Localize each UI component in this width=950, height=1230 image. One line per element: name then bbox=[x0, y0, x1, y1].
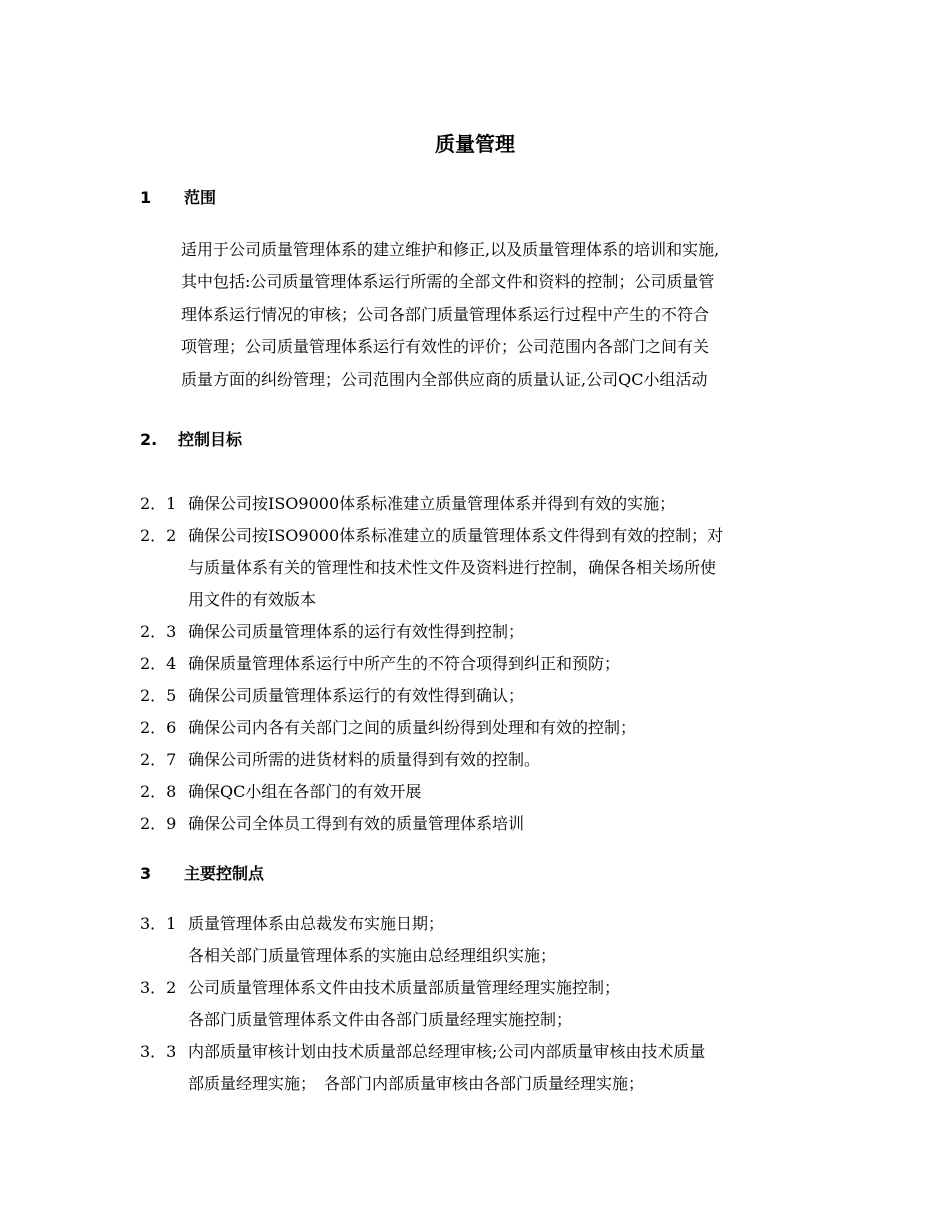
section-1-heading bbox=[140, 185, 216, 211]
item-number: 2．4 bbox=[140, 654, 177, 673]
section-2-number: 2. bbox=[140, 430, 158, 449]
list-item bbox=[140, 776, 421, 808]
item-text: 公司质量管理体系文件由技术质量部质量管理经理实施控制； bbox=[188, 978, 621, 997]
item-number: 3．3 bbox=[140, 1042, 177, 1061]
item-continuation: 部质量经理实施； 各部门内部质量审核由各部门质量经理实施； bbox=[188, 1074, 645, 1093]
document-title: 质量管理 bbox=[435, 132, 515, 156]
item-number: 2．8 bbox=[140, 782, 177, 801]
item-continuation: 各相关部门质量管理体系的实施由总经理组织实施； bbox=[188, 946, 557, 965]
item-text: 确保公司所需的进货材料的质量得到有效的控制。 bbox=[188, 750, 541, 769]
list-item bbox=[140, 712, 636, 744]
list-item bbox=[140, 908, 444, 940]
item-text: 质量管理体系由总裁发布实施日期； bbox=[188, 914, 445, 933]
item-text: 确保公司内各有关部门之间的质量纠纷得到处理和有效的控制； bbox=[188, 718, 637, 737]
item-number: 2．5 bbox=[140, 686, 177, 705]
section-3-title: 主要控制点 bbox=[184, 864, 265, 883]
item-continuation: 各部门质量管理体系文件由各部门质量经理实施控制； bbox=[188, 1010, 573, 1029]
list-item bbox=[140, 520, 723, 552]
section-1-number: 1 bbox=[140, 188, 152, 207]
scope-line: 理体系运行情况的审核；公司各部门质量管理体系运行过程中产生的不符合 bbox=[181, 304, 710, 324]
item-number: 2．7 bbox=[140, 750, 177, 769]
section-3-number: 3 bbox=[140, 864, 152, 883]
scope-line: 其中包括:公司质量管理体系运行所需的全部文件和资料的控制；公司质量管 bbox=[181, 272, 715, 292]
list-item bbox=[140, 972, 620, 1004]
section-3-heading bbox=[140, 861, 264, 887]
item-number: 2．1 bbox=[140, 494, 177, 513]
item-continuation: 与质量体系有关的管理性和技术性文件及资料进行控制，确保各相关场所使 bbox=[188, 558, 717, 577]
item-text: 确保公司质量管理体系运行的有效性得到确认； bbox=[188, 686, 525, 705]
item-number: 2．6 bbox=[140, 718, 177, 737]
item-text: 确保质量管理体系运行中所产生的不符合项得到纠正和预防； bbox=[188, 654, 621, 673]
scope-line: 质量方面的纠纷管理；公司范围内全部供应商的质量认证,公司QC小组活动 bbox=[181, 369, 708, 389]
item-text: 确保公司按ISO9000体系标准建立的质量管理体系文件得到有效的控制；对 bbox=[188, 526, 724, 545]
item-number: 2．2 bbox=[140, 526, 177, 545]
item-text: 确保公司全体员工得到有效的质量管理体系培训 bbox=[188, 814, 525, 833]
list-item bbox=[140, 616, 524, 648]
item-continuation: 用文件的有效版本 bbox=[188, 590, 317, 609]
section-2-title: 控制目标 bbox=[178, 430, 243, 449]
item-text: 确保公司按ISO9000体系标准建立质量管理体系并得到有效的实施； bbox=[188, 494, 676, 513]
list-item bbox=[140, 1036, 705, 1068]
item-number: 2．3 bbox=[140, 622, 177, 641]
scope-line: 适用于公司质量管理体系的建立维护和修正,以及质量管理体系的培训和实施, bbox=[181, 240, 720, 259]
section-1-title: 范围 bbox=[184, 188, 217, 207]
list-item bbox=[140, 744, 540, 776]
item-text: 确保公司质量管理体系的运行有效性得到控制； bbox=[188, 622, 525, 641]
item-number: 3．1 bbox=[140, 914, 177, 933]
item-number: 3．2 bbox=[140, 978, 177, 997]
item-number: 2．9 bbox=[140, 814, 177, 833]
item-text: 确保QC小组在各部门的有效开展 bbox=[188, 782, 422, 801]
list-item bbox=[140, 808, 524, 840]
list-item bbox=[140, 680, 524, 712]
list-item bbox=[140, 648, 620, 680]
scope-line: 项管理；公司质量管理体系运行有效性的评价；公司范围内各部门之间有关 bbox=[181, 337, 710, 357]
list-item bbox=[140, 488, 675, 520]
section-2-heading bbox=[140, 427, 242, 453]
item-text: 内部质量审核计划由技术质量部总经理审核;公司内部质量审核由技术质量 bbox=[188, 1042, 706, 1061]
scope-paragraph bbox=[181, 234, 821, 396]
